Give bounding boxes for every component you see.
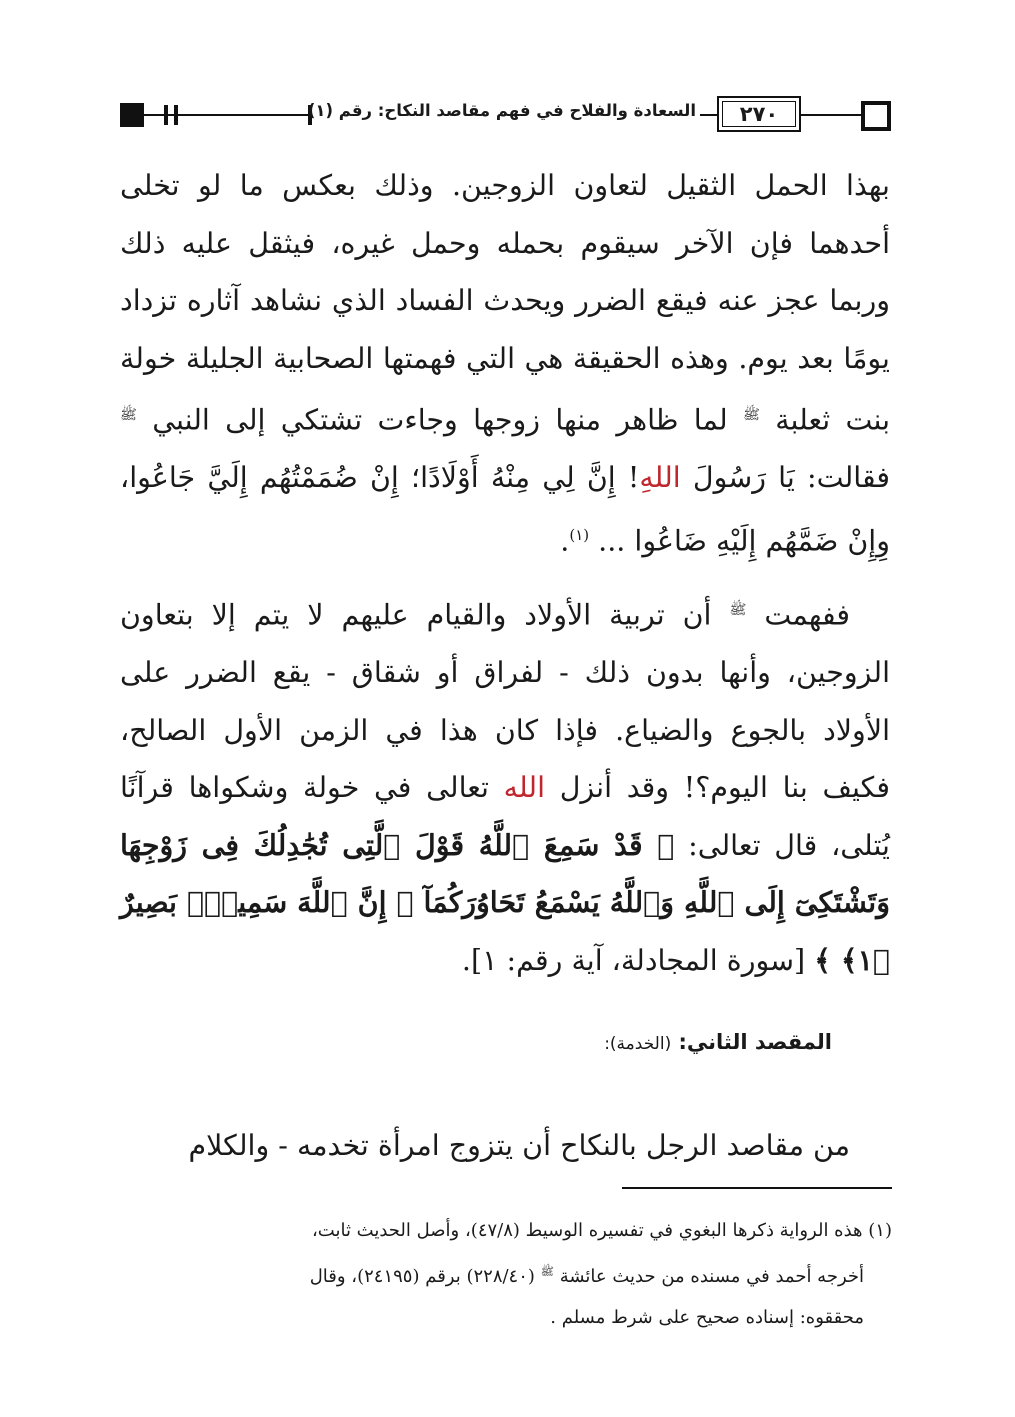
footnote-line: (١) هذه الرواية ذكرها البغوي في تفسيره الوسيط (٤٧/٨)، وأصل الحديث ثابت، [311, 1220, 892, 1241]
footnotes [112, 1210, 892, 1338]
footnote-line: محققوه: إسناده صحيح على شرط مسلم . [550, 1307, 864, 1328]
divine-name: اللهِ [639, 461, 681, 494]
footnote-line: أخرجه أحمد في مسنده من حديث عائشة $^ﷺ$ (٢٢٨/٤٠) برقم (٢٤١٩٥)، وقال [309, 1265, 864, 1287]
paragraph-1: بهذا الحمل الثقيل لتعاون الزوجين. وذلك بعكس ما لو تخلى أحدهما فإن الآخر سيقوم بحمله وحمل غيره، فيثقل عليه ذلك وربما عجز عنه فيقع الضرر ويحدث الفساد الذي نشاهد آثاره تزداد يومًا بعد يوم. وهذه الحقيقة هي التي فهمتها الصحابية الجليلة خولة بنت ثعلبة $^ﷺ$ لما ظاهر منها زوجها وجاءت تشتكي إلى النبي $^ﷺ$ فقالت: يَا رَسُولَ اللهِ! إِنَّ لِي مِنْهُ أَوْلَادًا؛ إِنْ ضُمَمْتُهُم إِلَيَّ جَاعُوا، وِإِنْ ضَمَّهُم إِلَيْهِ ضَاعُوا ... $^{(١)}$. [120, 169, 891, 557]
footnote-ref: (١) [569, 525, 590, 544]
page-number: ٢٧٠ [717, 96, 801, 132]
honorific-icon: ﷺ [120, 407, 137, 423]
footnote-rule [622, 1187, 892, 1189]
honorific-icon: ﷺ [742, 407, 760, 423]
header-ornament-tick [164, 105, 168, 125]
honorific-icon: ﷺ [540, 1265, 554, 1278]
honorific-icon: ﷺ [729, 602, 747, 618]
section-heading: المقصد الثاني: (الخدمة): [604, 1030, 832, 1054]
divine-name: الله [503, 771, 545, 804]
header-ornament-tick [174, 105, 178, 125]
paragraph-3: من مقاصد الرجل بالنكاح أن يتزوج امرأة تخدمه - والكلام [188, 1129, 850, 1162]
header-ornament-block [120, 103, 144, 127]
quran-verse: ﴿ قَدْ سَمِعَ ٱللَّهُ قَوْلَ ٱلَّتِى تُجَٰدِلُكَ فِى زَوْجِهَا وَتَشْتَكِىٓ إِلَى ٱللَّهِ وَٱللَّهُ يَسْمَعُ تَحَاوُرَكُمَآ ۚ إِنَّ ٱللَّهَ سَمِيعٌۢ بَصِيرٌ ﴿١﴾ ﴾ [120, 827, 890, 977]
header-ornament-square [861, 101, 891, 131]
header-rule-right [801, 114, 861, 116]
running-title: السعادة والفلاح في فهم مقاصد النكاح: رقم (١) [312, 101, 700, 120]
page-header [120, 95, 892, 135]
paragraph-2: ففهمت $^ﷺ$ أن تربية الأولاد والقيام عليهم لا يتم إلا بتعاون الزوجين، وأنها بدون ذلك - لفراق أو شقاق - يقع الضرر على الأولاد بالجوع والضياع. فإذا كان هذا في الزمن الأول الصالح، فكيف بنا اليوم؟! وقد أنزل الله تعالى في خولة وشكواها قرآنًا يُتلى، قال تعالى: ﴿ قَدْ سَمِعَ ٱللَّهُ قَوْلَ ٱلَّتِى تُجَٰدِلُكَ فِى زَوْجِهَا وَتَشْتَكِىٓ إِلَى ٱللَّهِ وَٱللَّهُ يَسْمَعُ تَحَاوُرَكُمَآ ۚ إِنَّ ٱللَّهَ سَمِيعٌۢ بَصِيرٌ ﴿١﴾ ﴾ [سورة المجادلة، آية رقم: ١]. [120, 598, 891, 977]
